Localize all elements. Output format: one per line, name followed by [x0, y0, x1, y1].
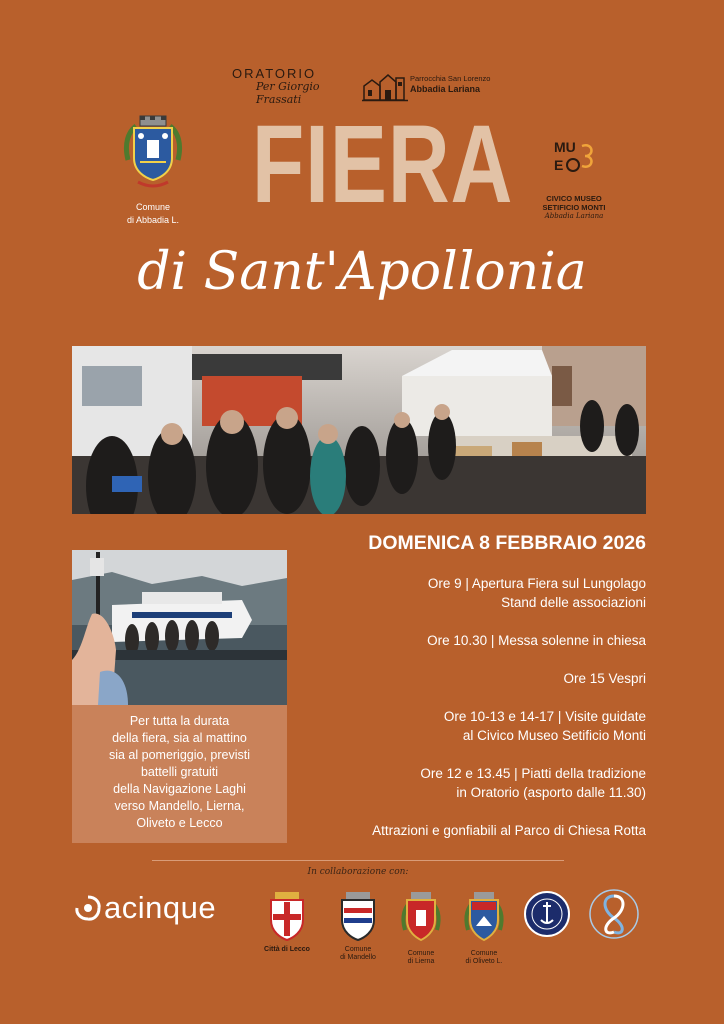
schedule-line: al Civico Museo Setificio Monti: [462, 728, 646, 743]
oratorio-logo: [232, 66, 347, 106]
oratorio-dedication: Per Giorgio Frassati: [256, 80, 320, 106]
crest-lecco-icon: [267, 890, 307, 942]
ferry-line: della Navigazione Laghi: [113, 782, 246, 796]
page-title: FIERA: [251, 103, 514, 226]
museo-icon: [549, 138, 599, 178]
partner-lierna: [396, 890, 446, 966]
sponsor-name: acinque: [104, 890, 217, 925]
schedule-line: Ore 10.30 | Messa solenne in chiesa: [427, 633, 646, 648]
svg-text:E: E: [554, 157, 564, 173]
ferry-line: battelli gratuiti: [140, 765, 219, 779]
event-date: DOMENICA 8 FEBBRAIO 2026: [368, 532, 646, 554]
svg-text:MU: MU: [554, 139, 576, 155]
ferry-line: verso Mandello, Lierna,: [114, 799, 245, 813]
ribbon-logo-icon: [588, 888, 640, 940]
acinque-swirl-icon: [74, 894, 102, 922]
oratorio-name: ORATORIO: [232, 66, 317, 81]
parrocchia-line2: Abbadia Lariana: [410, 84, 481, 94]
schedule-item: [300, 631, 646, 650]
ferry-line: Per tutta la durata: [129, 714, 230, 728]
partner-mandello: [333, 890, 383, 962]
schedule-line: Ore 12 e 13.45 | Piatti della tradizione: [420, 766, 646, 781]
boat-photo: [72, 550, 287, 705]
navigazione-laghi-icon: [523, 890, 571, 938]
schedule-line: Ore 15 Vespri: [563, 671, 646, 686]
schedule-line: Ore 10-13 e 14-17 | Visite guidate: [443, 709, 646, 724]
comune-abbadia-logo: [118, 114, 188, 226]
collab-label: In collaborazione con:: [307, 867, 409, 877]
museo-logo: [528, 138, 620, 221]
page-subtitle: di Sant'Apollonia: [137, 242, 587, 302]
ferry-line: Oliveto e Lecco: [136, 816, 223, 830]
partner-caption: di Oliveto L.: [465, 958, 503, 965]
schedule-item: [300, 821, 646, 840]
crest-mandello-icon: [338, 890, 378, 942]
partner-caption: Comune: [407, 950, 435, 957]
schedule-item: [300, 707, 646, 745]
schedule-item: [300, 669, 646, 688]
acinque-logo: [74, 890, 244, 930]
schedule-item: [300, 764, 646, 802]
comune-line2: di Abbadia L.: [126, 215, 180, 225]
parrocchia-logo: [362, 72, 497, 102]
market-photo: [72, 346, 646, 514]
ferry-line: della fiera, sia al mattino: [112, 731, 247, 745]
parrocchia-line1: Parrocchia San Lorenzo: [410, 74, 491, 83]
partner-caption: Comune: [470, 950, 498, 957]
schedule-line: Stand delle associazioni: [501, 595, 646, 610]
partner-caption: di Lierna: [407, 958, 435, 965]
footer-divider: [152, 860, 564, 861]
event-schedule: [300, 574, 646, 859]
partner-navigazione: [522, 890, 572, 942]
partner-caption: Città di Lecco: [264, 946, 310, 953]
schedule-item: [300, 574, 646, 612]
partner-caption: di Mandello: [340, 954, 376, 961]
partner-caption: Comune: [344, 946, 372, 953]
crest-abbadia-icon: [120, 114, 186, 196]
partner-lecco: [262, 890, 312, 954]
schedule-line: Ore 9 | Apertura Fiera sul Lungolago: [427, 576, 646, 591]
partner-ribbon: [586, 888, 642, 944]
comune-line1: Comune: [135, 202, 171, 212]
schedule-line: in Oratorio (asporto dalle 11.30): [456, 785, 646, 800]
museo-line1: CIVICO MUSEO: [546, 194, 602, 203]
ferry-info-box: [72, 705, 287, 843]
ferry-line: sia al pomeriggio, previsti: [108, 748, 251, 762]
museo-line2: SETIFICIO MONTI: [542, 203, 606, 212]
church-icon: [362, 72, 408, 102]
schedule-line: Attrazioni e gonfiabili al Parco di Chiesa Rotta: [372, 823, 646, 838]
museo-line3: Abbadia Lariana: [544, 212, 604, 220]
partner-oliveto: [458, 890, 510, 966]
crest-oliveto-icon: [462, 890, 506, 946]
crest-lierna-icon: [399, 890, 443, 946]
